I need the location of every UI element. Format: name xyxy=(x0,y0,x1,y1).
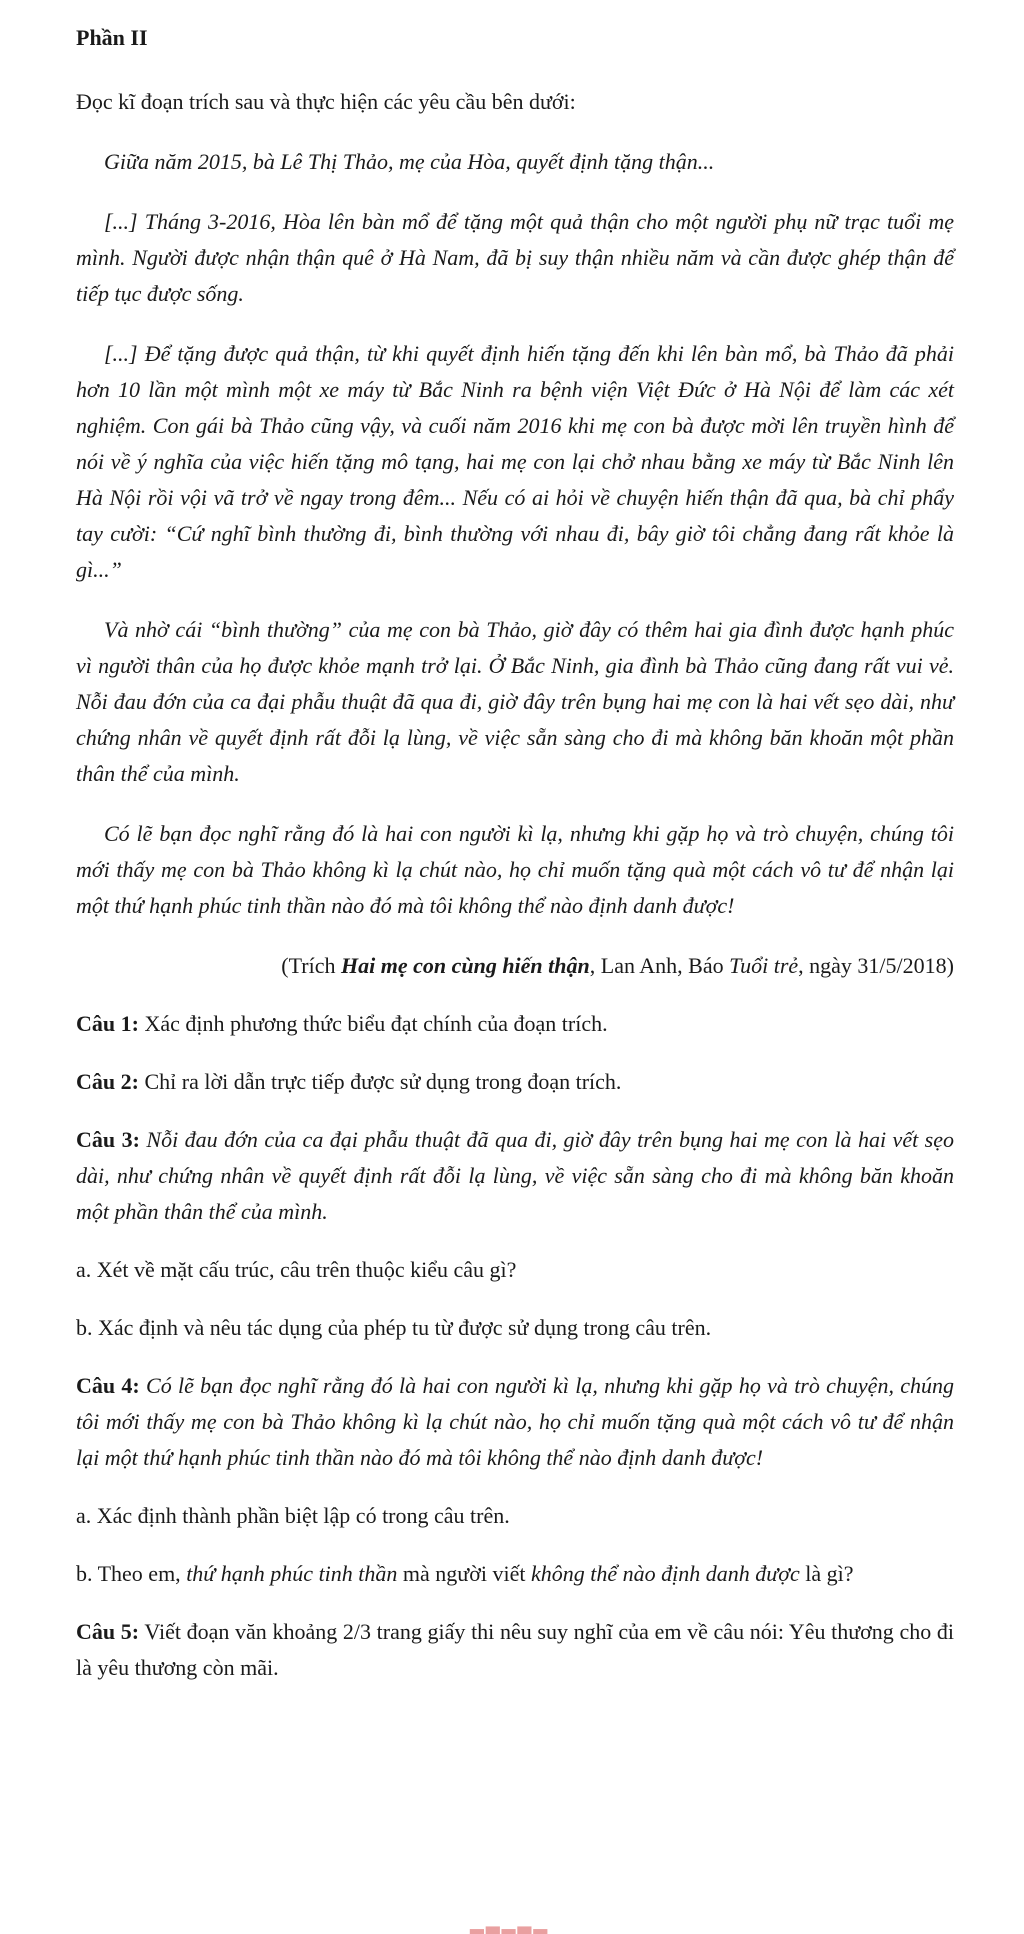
question-5 xyxy=(76,1614,954,1686)
question-3a: a. Xét về mặt cấu trúc, câu trên thuộc kiểu câu gì? xyxy=(76,1257,517,1282)
citation-article-title: Hai mẹ con cùng hiến thận xyxy=(340,953,590,978)
question-3 xyxy=(76,1122,954,1230)
question-2-text: Chỉ ra lời dẫn trực tiếp được sử dụng trong đoạn trích. xyxy=(138,1069,622,1094)
question-4a: a. Xác định thành phần biệt lập có trong câu trên. xyxy=(76,1503,510,1528)
passage-paragraph-5: Có lẽ bạn đọc nghĩ rằng đó là hai con người kì lạ, nhưng khi gặp họ và trò chuyện, chúng tôi mới thấy mẹ con bà Thảo không kì lạ chút nào, họ chỉ muốn tặng quà một cách vô tư để nhận lại một thứ hạnh phúc tinh thần nào đó mà tôi không thể nào định danh được! xyxy=(76,821,954,918)
question-3b: b. Xác định và nêu tác dụng của phép tu từ được sử dụng trong câu trên. xyxy=(76,1315,712,1340)
question-4 xyxy=(76,1368,954,1476)
passage-paragraph-2: [...] Tháng 3-2016, Hòa lên bàn mổ để tặng một quả thận cho một người phụ nữ trạc tuổi mẹ mình. Người được nhận thận quê ở Hà Nam, đã bị suy thận nhiều năm và cần được ghép thận để tiếp tục được sống. xyxy=(76,209,954,306)
question-1-label: Câu 1: xyxy=(76,1011,139,1036)
question-4b-start: b. Theo em, xyxy=(76,1561,187,1586)
question-4b-mid: mà người viết xyxy=(397,1561,531,1586)
question-5-label: Câu 5: xyxy=(76,1619,140,1644)
question-5-text: Viết đoạn văn khoảng 2/3 trang giấy thi nêu suy nghĩ của em về câu nói: Yêu thương cho đi là yêu thương còn mãi. xyxy=(76,1619,954,1680)
question-1 xyxy=(76,1006,954,1042)
question-4-label: Câu 4: xyxy=(76,1373,140,1398)
citation-mid: , Lan Anh, Báo xyxy=(589,953,730,978)
question-3-quote: Nỗi đau đớn của ca đại phẫu thuật đã qua đi, giờ đây trên bụng hai mẹ con là hai vết sẹo dài, như chứng nhân về quyết định rất đỗi lạ lùng, về việc sẵn sàng cho đi mà không băn khoăn một phần thân thể của mình. xyxy=(76,1127,954,1224)
passage-paragraph-1: Giữa năm 2015, bà Lê Thị Thảo, mẹ của Hòa, quyết định tặng thận... xyxy=(104,149,715,174)
question-2 xyxy=(76,1064,954,1100)
section-title: Phần II xyxy=(76,25,148,50)
question-2-label: Câu 2: xyxy=(76,1069,139,1094)
question-1-text: Xác định phương thức biểu đạt chính của đoạn trích. xyxy=(138,1011,608,1036)
citation-newspaper: Tuổi trẻ xyxy=(729,953,799,978)
question-4b xyxy=(76,1556,954,1592)
question-3-label: Câu 3: xyxy=(76,1127,140,1152)
scan-artifact-mark: ▂▃▂▃▂ xyxy=(470,1914,550,1934)
citation xyxy=(76,948,954,984)
citation-open: (Trích xyxy=(281,953,341,978)
question-4b-italic-1: thứ hạnh phúc tinh thần xyxy=(186,1561,398,1586)
question-4-quote: Có lẽ bạn đọc nghĩ rằng đó là hai con người kì lạ, nhưng khi gặp họ và trò chuyện, chúng tôi mới thấy mẹ con bà Thảo không kì lạ chút nào, họ chỉ muốn tặng quà một cách vô tư để nhận lại một thứ hạnh phúc tinh thần nào đó mà tôi không thể nào định danh được! xyxy=(76,1373,954,1470)
citation-end: , ngày 31/5/2018) xyxy=(798,953,954,978)
question-4b-italic-2: không thể nào định danh được xyxy=(530,1561,800,1586)
instruction: Đọc kĩ đoạn trích sau và thực hiện các yêu cầu bên dưới: xyxy=(76,89,576,114)
passage-paragraph-4: Và nhờ cái “bình thường” của mẹ con bà Thảo, giờ đây có thêm hai gia đình được hạnh phúc vì người thân của họ được khỏe mạnh trở lại. Ở Bắc Ninh, gia đình bà Thảo cũng đang rất vui vẻ. Nỗi đau đớn của ca đại phẫu thuật đã qua đi, giờ đây trên bụng hai mẹ con là hai vết sẹo dài, như chứng nhân về quyết định rất đỗi lạ lùng, về việc sẵn sàng cho đi mà không băn khoăn một phần thân thể của mình. xyxy=(76,617,954,786)
passage-paragraph-3: [...] Để tặng được quả thận, từ khi quyết định hiến tặng đến khi lên bàn mổ, bà Thảo đã phải hơn 10 lần một mình một xe máy từ Bắc Ninh ra bệnh viện Việt Đức ở Hà Nội để làm các xét nghiệm. Con gái bà Thảo cũng vậy, và cuối năm 2016 khi mẹ con bà được mời lên truyền hình để nói về ý nghĩa của việc hiến tặng mô tạng, hai mẹ con lại chở nhau bằng xe máy từ Bắc Ninh lên Hà Nội rồi vội vã trở về ngay trong đêm... Nếu có ai hỏi về chuyện hiến thận đã qua, bà chỉ phẩy tay cười: “Cứ nghĩ bình thường đi, bình thường với nhau đi, bây giờ tôi chẳng đang rất khỏe là gì...” xyxy=(76,341,954,582)
question-4b-end: là gì? xyxy=(799,1561,854,1586)
